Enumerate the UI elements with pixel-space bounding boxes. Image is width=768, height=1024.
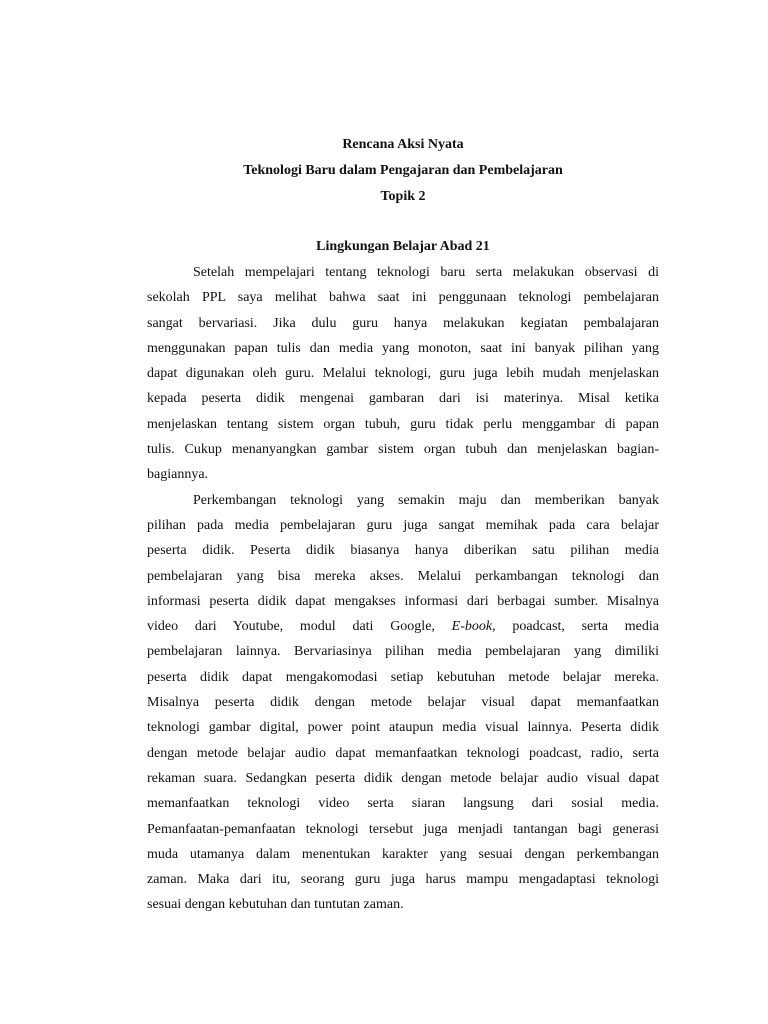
paragraph-2-line: pilihan pada media pembelajaran guru juga sangat memihak pada cara belajar: [147, 517, 659, 533]
paragraph-2: [147, 488, 659, 918]
document-title: Rencana Aksi Nyata: [342, 137, 464, 152]
section-heading: Lingkungan Belajar Abad 21: [316, 239, 490, 254]
line-text-after: , poadcast, serta media: [492, 619, 659, 635]
paragraph-1-line: sangat bervariasi. Jika dulu guru hanya melakukan kegiatan pembalajaran: [147, 315, 659, 331]
paragraph-2-line: pembelajaran yang bisa mereka akses. Melalui perkambangan teknologi dan: [147, 568, 659, 584]
paragraph-1-line: menggunakan papan tulis dan media yang monoton, saat ini banyak pilihan yang: [147, 340, 659, 356]
document-page: [147, 132, 659, 918]
paragraph-2-line: informasi peserta didik dapat mengakses informasi dari berbagai sumber. Misalnya: [147, 593, 659, 609]
paragraph-1-line: tulis. Cukup menanyangkan gambar sistem organ tubuh dan menjelaskan bagian-: [147, 442, 659, 458]
paragraph-1-line: kepada peserta didik mengenai gambaran dari isi materinya. Misal ketika: [147, 391, 659, 407]
paragraph-2-line: Perkembangan teknologi yang semakin maju dan memberikan banyak: [193, 492, 659, 508]
paragraph-2-line: dengan metode belajar audio dapat memanfaatkan teknologi poadcast, radio, serta: [147, 745, 659, 761]
paragraph-2-line: Misalnya peserta didik dengan metode belajar visual dapat memanfaatkan: [147, 695, 659, 711]
paragraph-2-line: rekaman suara. Sedangkan peserta didik dengan metode belajar audio visual dapat: [147, 770, 659, 786]
paragraph-1-line: dapat digunakan oleh guru. Melalui teknologi, guru juga lebih mudah menjelaskan: [147, 366, 659, 382]
paragraph-1-line: Setelah mempelajari tentang teknologi baru serta melakukan observasi di: [193, 265, 659, 280]
line-text-before: video dari Youtube, modul dati Google,: [147, 619, 452, 635]
paragraph-2-line: memanfaatkan teknologi video serta siaran langsung dari sosial media.: [147, 796, 659, 812]
paragraph-2-line: peserta didik. Peserta didik biasanya hanya diberikan satu pilihan media: [147, 543, 659, 559]
paragraph-1-line: sekolah PPL saya melihat bahwa saat ini penggunaan teknologi pembelajaran: [147, 290, 659, 306]
paragraph-2-line: Pemanfaatan-pemanfaatan teknologi tersebut juga menjadi tantangan bagi generasi: [147, 821, 659, 837]
paragraph-2-line: pembelajaran lainnya. Bervariasinya pilihan media pembelajaran yang dimiliki: [147, 644, 659, 660]
document-subtitle: Teknologi Baru dalam Pengajaran dan Pembelajaran: [243, 163, 563, 178]
paragraph-2-line: muda utamanya dalam menentukan karakter yang sesuai dengan perkembangan: [147, 846, 659, 862]
paragraph-2-line: teknologi gambar digital, power point ataupun media visual lainnya. Peserta didik: [147, 720, 659, 736]
paragraph-1-line: bagiannya.: [147, 467, 209, 483]
document-topic: Topik 2: [380, 189, 426, 204]
paragraph-1: [147, 260, 659, 488]
ebook-italic-term: E-book: [451, 619, 493, 635]
paragraph-1-line: menjelaskan tentang sistem organ tubuh, guru tidak perlu menggambar di papan: [147, 416, 659, 432]
paragraph-2-line: peserta didik dapat mengakomodasi setiap kebutuhan metode belajar mereka.: [147, 669, 659, 685]
paragraph-2-line: zaman. Maka dari itu, seorang guru juga harus mampu mengadaptasi teknologi: [147, 872, 659, 888]
paragraph-2-line-ebook: [147, 614, 659, 639]
paragraph-2-line: sesuai dengan kebutuhan dan tuntutan zaman.: [147, 897, 404, 913]
